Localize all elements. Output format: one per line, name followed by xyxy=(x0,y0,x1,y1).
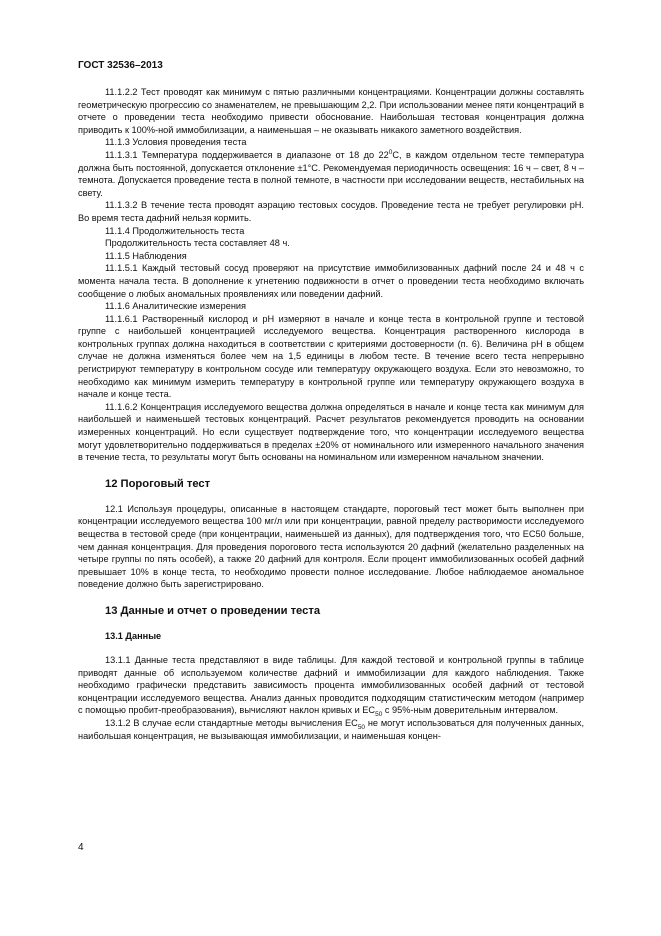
text-part: не могут использоваться для полученных данных, наибольшая концентрация, не вызывающая иммобилизации, и наименьшая концен- xyxy=(78,717,584,741)
text-part: с 95%-ным доверительным интервалом. xyxy=(382,705,559,716)
document-body xyxy=(78,86,584,742)
section-heading-12: 12 Пороговый тест xyxy=(105,477,211,490)
subheading-11-1-3: 11.1.3 Условия проведения теста xyxy=(105,137,247,148)
paragraph-13-1-1 xyxy=(78,654,584,717)
subheading-11-1-5: 11.1.5 Наблюдения xyxy=(105,250,187,261)
subsection-heading-13-1: 13.1 Данные xyxy=(105,630,162,641)
subheading-11-1-6: 11.1.6 Аналитические измерения xyxy=(105,301,247,312)
document-header: ГОСТ 32536–2013 xyxy=(78,60,163,71)
text-part: С, в каждом отдельном тесте температура должна быть постоянной, допускается отклонение ±1°С. Рекомендуемая периодичность освещения: 16 ч – свет, 8 ч – темнота. Допускается проведение теста в полной темноте, в частности при исследовании веществ, нестабильных на свету. xyxy=(78,149,584,198)
paragraph-13-1-2 xyxy=(78,717,584,742)
paragraph-11-1-6-1: 11.1.6.1 Растворенный кислород и рН измеряют в начале и конце теста в контрольной группе и тестовой группе с наибольшей концентрацией исследуемого вещества. Концентрация растворенного кислорода в контрольных группах должна находиться в соответствии с критериями достоверности (п. 6). Величина рН в общем случае не должна изменяться более чем на 1,5 единицы в любом тесте. В течение всего теста непрерывно регистрируют температуру в контрольном сосуде или температуру окружающего воздуха. Если это невозможно, то необходимо как минимум измерить температуру в контрольной группе или температуру окружающего воздуха в начале и конце теста. xyxy=(78,313,584,400)
paragraph-12-1: 12.1 Используя процедуры, описанные в настоящем стандарте, пороговый тест может быть выполнен при концентрации исследуемого вещества 100 мг/л или при концентрации, равной пределу растворимости исследуемого вещества в тестовой среде (при концентрации, наименьшей из данных), для подтверждения того, что ЕС50 больше, чем данная концентрация. Для проведения порогового теста используются 20 дафний (желательно разделенных на четыре группы по пять особей), а также 20 дафний для контроля. Если процент иммобилизованных особей дафний превышает 10% в конце теста, то необходимо провести полное исследование. Любое наблюдаемое аномальное поведение должно быть зарегистрировано. xyxy=(78,503,584,590)
paragraph-11-1-3-1 xyxy=(78,149,584,199)
text-part: 11.1.3.1 Температура поддерживается в диапазоне от 18 до 22 xyxy=(105,149,389,160)
subscript: 50 xyxy=(375,711,383,719)
paragraph-11-1-2-2: 11.1.2.2 Тест проводят как минимум с пятью различными концентрациями. Концентрации должны составлять геометрическую прогрессию со знаменателем, не превышающим 2,2. При использовании менее пяти концентраций в отчете о проведении теста необходимо привести обоснование. Наибольшая тестовая концентрация должна приводить к 100%-ной иммобилизации, а наименьшая – не оказывать никакого заметного воздействия. xyxy=(78,87,584,135)
subscript: 50 xyxy=(357,723,366,731)
text-part: 13.1.1 Данные теста представляют в виде таблицы. Для каждой тестовой и контрольной группы в таблице приводят данные об используемом количестве дафний и иммобилизации для каждого наблюдения. Также необходимо графически представить зависимость процента иммобилизованных особей дафний от тестовой концентрации исследуемого вещества. Анализ данных проводится подходящим статистическим методом (например с помощью пробит-преобразования), вычисляют наклон кривых и ЕС xyxy=(78,654,584,716)
paragraph-11-1-5-1: 11.1.5.1 Каждый тестовый сосуд проверяют на присутствие иммобилизованных дафний после 24 и 48 ч с момента начала теста. В дополнение к угнетению подвижности в отчет о проведении теста необходимо включать сообщение о любых аномальных проявлениях или поведении дафний. xyxy=(78,263,584,299)
section-heading-13: 13 Данные и отчет о проведении теста xyxy=(105,604,321,617)
paragraph-11-1-3-2: 11.1.3.2 В течение теста проводят аэрацию тестовых сосудов. Проведение теста не требует регулировки рН. Во время теста дафний нельзя кормить. xyxy=(78,200,584,223)
subheading-11-1-4: 11.1.4 Продолжительность теста xyxy=(105,225,245,236)
text-part: 13.1.2 В случае если стандартные методы вычисления ЕС xyxy=(105,717,358,728)
paragraph-duration: Продолжительность теста составляет 48 ч. xyxy=(105,238,290,249)
page-number: 4 xyxy=(78,842,84,853)
superscript: 0 xyxy=(388,148,393,156)
paragraph-11-1-6-2: 11.1.6.2 Концентрация исследуемого вещества должна определяться в начале и конце теста как минимум для наибольшей и наименьшей тестовых концентраций. Расчет результатов рекомендуется проводить на основании измеренных концентраций. Но если существует подтверждение того, что концентрации исследуемого вещества могут удовлетворительно поддерживаться в пределах ±20% от номинального или измеренного начального значения в течение теста, то результаты могут быть основаны на номинальном или измеренном начальном значении. xyxy=(78,401,584,463)
